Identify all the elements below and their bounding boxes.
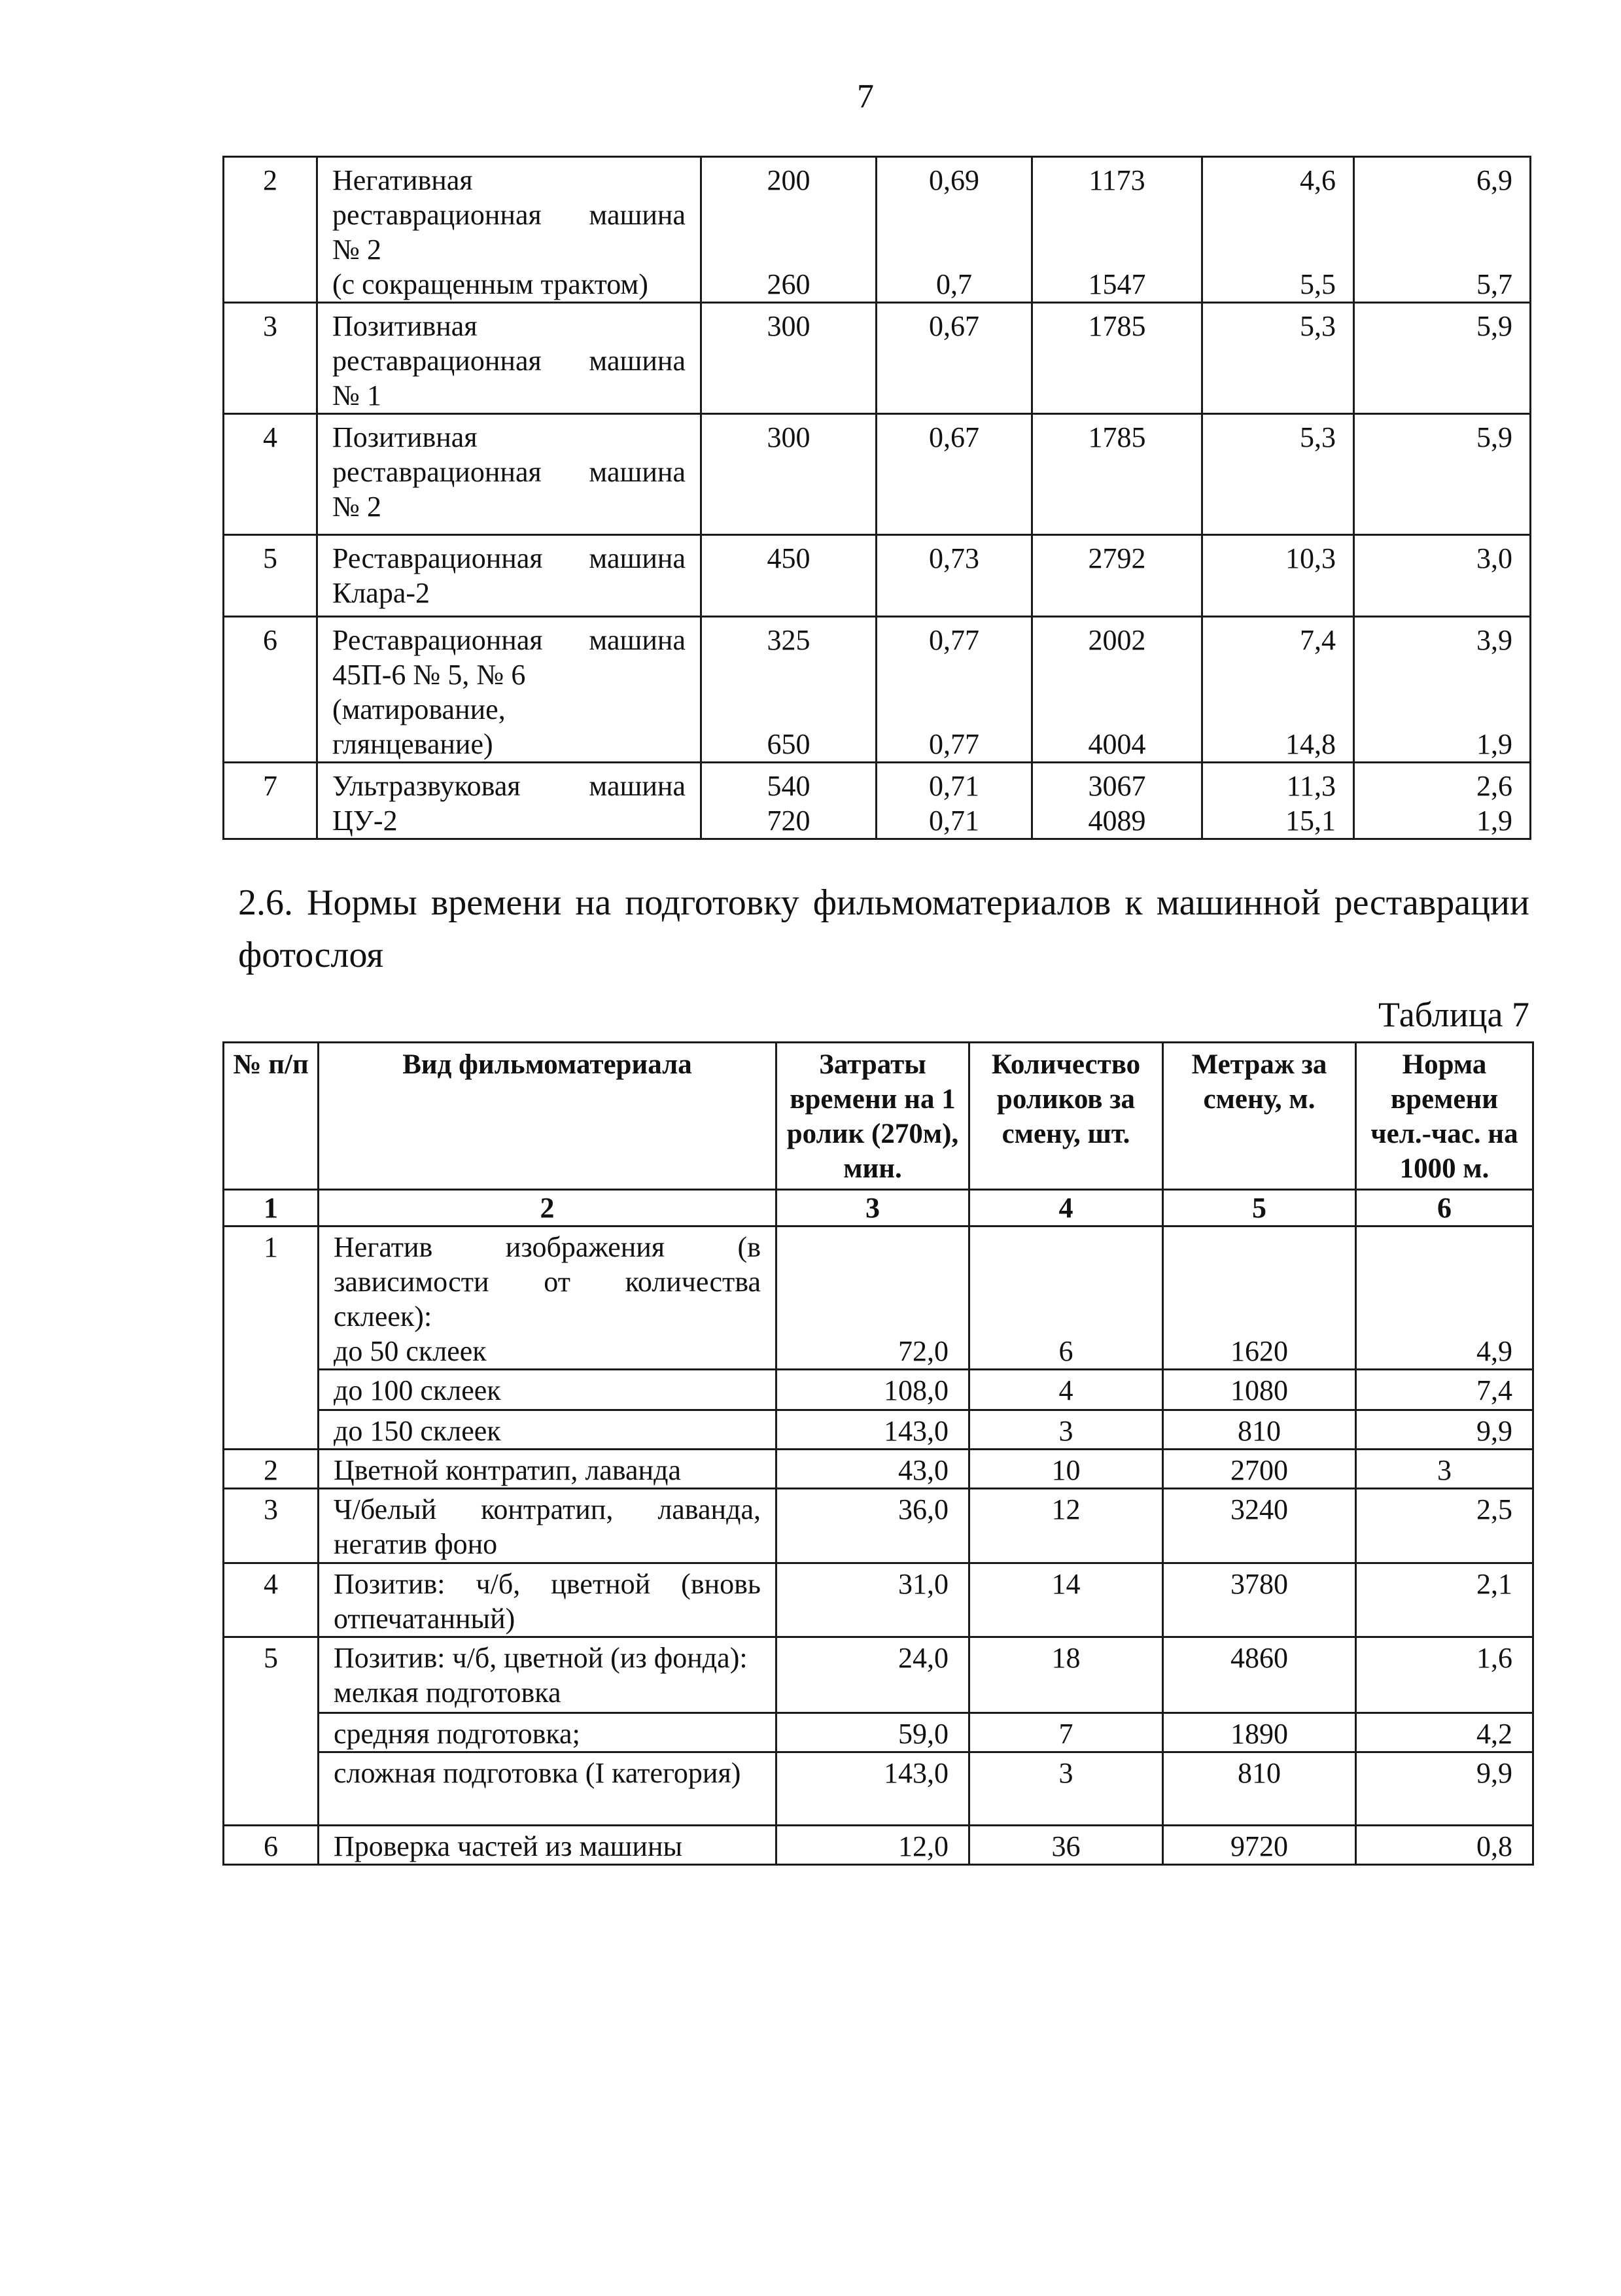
table-row — [224, 1450, 1533, 1489]
value-cell: 3240 — [1163, 1489, 1356, 1563]
name-line: Клара-2 — [332, 577, 430, 609]
value-cell: 9,9 — [1356, 1752, 1533, 1826]
value-cell: 0,69 0,7 — [877, 157, 1032, 303]
value-cell: 3 — [969, 1752, 1163, 1826]
column-number: 1 — [224, 1190, 319, 1226]
column-number: 4 — [969, 1190, 1163, 1226]
value-cell: 36,0 — [776, 1489, 969, 1563]
column-number: 6 — [1356, 1190, 1533, 1226]
value-cell: 1620 — [1163, 1226, 1356, 1370]
value-cell: 14 — [969, 1563, 1163, 1637]
value-cell: 3780 — [1163, 1563, 1356, 1637]
name-line: № 2 — [332, 491, 381, 523]
header-row — [224, 1043, 1533, 1190]
value-cell: 450 — [701, 535, 877, 617]
material-name: Цветной контратип, лаванда — [319, 1450, 776, 1489]
value-cell: 143,0 — [776, 1410, 969, 1450]
value-cell: 0,73 — [877, 535, 1032, 617]
table-row — [224, 414, 1531, 535]
value-cell: 10 — [969, 1450, 1163, 1489]
value-cell: 4 — [969, 1370, 1163, 1410]
value-cell: 143,0 — [776, 1752, 969, 1826]
table-label: Таблица 7 — [1378, 995, 1529, 1034]
value-cell: 0,67 — [877, 303, 1032, 414]
material-name: средняя подготовка; — [319, 1713, 776, 1752]
value-cell: 7 — [969, 1713, 1163, 1752]
table-row — [224, 1489, 1533, 1563]
column-header: Метраж за смену, м. — [1163, 1043, 1356, 1190]
value-cell: 0,77 0,77 — [877, 617, 1032, 763]
value-cell: 540 720 — [701, 763, 877, 839]
value-cell: 59,0 — [776, 1713, 969, 1752]
value-cell: 3,0 — [1354, 535, 1531, 617]
table-row — [224, 1713, 1533, 1752]
name-line: Реставрационная машина — [332, 542, 686, 574]
material-name — [319, 1226, 776, 1370]
value-cell: 31,0 — [776, 1563, 969, 1637]
row-number: 1 — [224, 1226, 319, 1370]
value-cell: 9,9 — [1356, 1410, 1533, 1450]
value-cell: 1890 — [1163, 1713, 1356, 1752]
column-header: Количество роликов за смену, шт. — [969, 1043, 1163, 1190]
value-cell: 1,6 — [1356, 1637, 1533, 1713]
name-line: Ультразвуковая машина — [332, 770, 686, 802]
name-line: ЦУ-2 — [332, 805, 398, 837]
table-row — [224, 1637, 1533, 1713]
value-cell: 2,5 — [1356, 1489, 1533, 1563]
table-row — [224, 1410, 1533, 1450]
row-number: 4 — [224, 414, 317, 535]
material-name: Позитив: ч/б, цветной (вновь отпечатанный) — [319, 1563, 776, 1637]
value-cell: 9720 — [1163, 1826, 1356, 1865]
value-cell: 2792 — [1032, 535, 1202, 617]
value-cell: 2,6 1,9 — [1354, 763, 1531, 839]
name-line: Позитивная — [332, 310, 478, 342]
column-header: Затраты времени на 1 ролик (270м), мин. — [776, 1043, 969, 1190]
row-number: 3 — [224, 1489, 319, 1563]
value-cell: 3067 4089 — [1032, 763, 1202, 839]
material-subitem: до 50 склеек — [334, 1335, 487, 1367]
name-line: (с сокращенным трактом) — [332, 268, 648, 300]
value-cell: 0,8 — [1356, 1826, 1533, 1865]
value-cell: 12,0 — [776, 1826, 969, 1865]
value-cell: 810 — [1163, 1752, 1356, 1826]
row-number-empty — [224, 1752, 319, 1826]
name-line: глянцевание) — [332, 728, 493, 760]
value-cell: 0,67 — [877, 414, 1032, 535]
table-row — [224, 535, 1531, 617]
name-line: Реставрационная машина — [332, 624, 686, 656]
table-row — [224, 1826, 1533, 1865]
row-number-empty — [224, 1713, 319, 1752]
value-cell: 1080 — [1163, 1370, 1356, 1410]
name-line: реставрационная машина — [332, 456, 686, 488]
row-number: 3 — [224, 303, 317, 414]
value-cell: 1173 1547 — [1032, 157, 1202, 303]
value-cell: 3 — [1356, 1450, 1533, 1489]
name-line: Позитивная — [332, 421, 478, 453]
table-row — [224, 1752, 1533, 1826]
name-line: Негативная — [332, 164, 473, 196]
row-number: 6 — [224, 1826, 319, 1865]
value-cell: 2700 — [1163, 1450, 1356, 1489]
row-number: 6 — [224, 617, 317, 763]
value-cell: 4860 — [1163, 1637, 1356, 1713]
name-line: № 2 — [332, 234, 381, 266]
value-cell: 4,6 5,5 — [1202, 157, 1354, 303]
value-cell: 2002 4004 — [1032, 617, 1202, 763]
value-cell: 108,0 — [776, 1370, 969, 1410]
column-header: Вид фильмоматериала — [319, 1043, 776, 1190]
value-cell: 4,2 — [1356, 1713, 1533, 1752]
row-number: 2 — [224, 157, 317, 303]
table-row — [224, 1226, 1533, 1370]
value-cell: 1785 — [1032, 414, 1202, 535]
row-number-empty — [224, 1370, 319, 1410]
page-number: 7 — [857, 78, 874, 115]
value-cell: 300 — [701, 303, 877, 414]
machine-name — [317, 617, 701, 763]
column-number: 2 — [319, 1190, 776, 1226]
value-cell: 43,0 — [776, 1450, 969, 1489]
machine-name — [317, 414, 701, 535]
column-number: 5 — [1163, 1190, 1356, 1226]
value-cell: 12 — [969, 1489, 1163, 1563]
name-line: (матирование, — [332, 693, 506, 725]
name-line: № 1 — [332, 379, 381, 411]
value-cell: 300 — [701, 414, 877, 535]
table-row — [224, 617, 1531, 763]
material-name: до 100 склеек — [319, 1370, 776, 1410]
material-name: Позитив: ч/б, цветной (из фонда): мелкая подготовка — [319, 1637, 776, 1713]
material-name: Ч/белый контратип, лаванда, негатив фоно — [319, 1489, 776, 1563]
name-line: 45П-6 № 5, № 6 — [332, 659, 526, 691]
film-preparation-norms-table — [222, 1041, 1534, 1866]
value-cell: 11,3 15,1 — [1202, 763, 1354, 839]
material-name: Проверка частей из машины — [319, 1826, 776, 1865]
value-cell: 7,4 14,8 — [1202, 617, 1354, 763]
column-numbers-row — [224, 1190, 1533, 1226]
value-cell: 3,9 1,9 — [1354, 617, 1531, 763]
machine-name — [317, 303, 701, 414]
row-number: 7 — [224, 763, 317, 839]
column-header: Норма времени чел.-час. на 1000 м. — [1356, 1043, 1533, 1190]
row-number: 5 — [224, 1637, 319, 1713]
table-row — [224, 303, 1531, 414]
row-number-empty — [224, 1410, 319, 1450]
value-cell: 18 — [969, 1637, 1163, 1713]
table-row — [224, 763, 1531, 839]
value-cell: 3 — [969, 1410, 1163, 1450]
material-name: до 150 склеек — [319, 1410, 776, 1450]
table-row — [224, 157, 1531, 303]
value-cell: 5,3 — [1202, 303, 1354, 414]
value-cell: 1785 — [1032, 303, 1202, 414]
value-cell: 5,3 — [1202, 414, 1354, 535]
value-cell: 6,9 5,7 — [1354, 157, 1531, 303]
section-heading: 2.6. Нормы времени на подготовку фильмоматериалов к машинной реставрации фотослоя — [238, 882, 1529, 975]
row-number: 2 — [224, 1450, 319, 1489]
machine-name — [317, 157, 701, 303]
value-cell: 325 650 — [701, 617, 877, 763]
machine-name — [317, 535, 701, 617]
value-cell: 36 — [969, 1826, 1163, 1865]
row-number: 5 — [224, 535, 317, 617]
column-header: № п/п — [224, 1043, 319, 1190]
machine-norms-table-continued — [222, 156, 1531, 840]
value-cell: 200 260 — [701, 157, 877, 303]
value-cell: 24,0 — [776, 1637, 969, 1713]
row-number: 4 — [224, 1563, 319, 1637]
table-row — [224, 1563, 1533, 1637]
name-line: реставрационная машина — [332, 345, 686, 377]
value-cell: 72,0 — [776, 1226, 969, 1370]
value-cell: 0,71 0,71 — [877, 763, 1032, 839]
material-name: сложная подготовка (I категория) — [319, 1752, 776, 1826]
value-cell: 4,9 — [1356, 1226, 1533, 1370]
value-cell: 5,9 — [1354, 414, 1531, 535]
value-cell: 7,4 — [1356, 1370, 1533, 1410]
machine-name — [317, 763, 701, 839]
table-row — [224, 1370, 1533, 1410]
value-cell: 2,1 — [1356, 1563, 1533, 1637]
value-cell: 5,9 — [1354, 303, 1531, 414]
material-description: Негатив изображения (в зависимости от количества склеек): — [334, 1231, 761, 1332]
column-number: 3 — [776, 1190, 969, 1226]
value-cell: 6 — [969, 1226, 1163, 1370]
value-cell: 810 — [1163, 1410, 1356, 1450]
value-cell: 10,3 — [1202, 535, 1354, 617]
name-line: реставрационная машина — [332, 199, 686, 231]
